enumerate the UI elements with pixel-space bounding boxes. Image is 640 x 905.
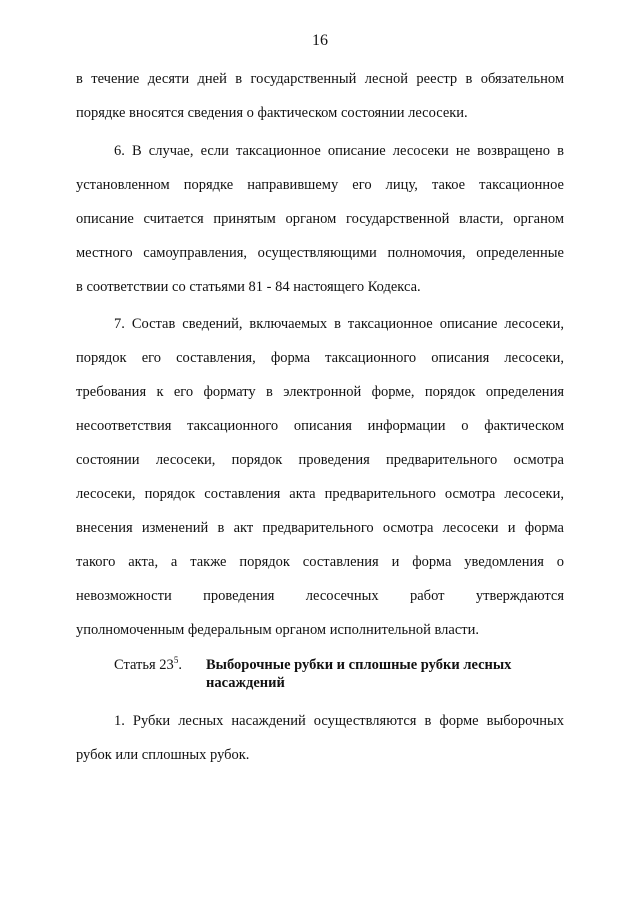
article-title-line: Выборочные рубки и сплошные рубки лесных — [206, 657, 512, 673]
text-line: состоянии лесосеки, порядок проведения предварительного осмотра — [76, 452, 564, 468]
article-title — [206, 656, 546, 692]
text-line: 6. В случае, если таксационное описание лесосеки не возвращено в — [114, 143, 564, 159]
article-number — [114, 656, 182, 674]
text-line: местного самоуправления, осуществляющими полномочия, определенные — [76, 245, 564, 261]
text-line: внесения изменений в акт предварительного осмотра лесосеки и форма — [76, 520, 564, 536]
paragraph-7 — [76, 307, 564, 647]
article-number-superscript: 5 — [173, 655, 179, 666]
text-line: порядке вносятся сведения о фактическом состоянии лесосеки. — [76, 105, 468, 121]
text-line: уполномоченным федеральным органом исполнительной власти. — [76, 622, 479, 638]
text-line: 1. Рубки лесных насаждений осуществляются в форме выборочных — [114, 713, 564, 729]
text-line: рубок или сплошных рубок. — [76, 747, 250, 763]
paragraph-1 — [76, 704, 564, 772]
article-number-suffix: . — [178, 657, 182, 673]
paragraph-continuation — [76, 62, 564, 130]
text-line: такого акта, а также порядок составления и форма уведомления о — [76, 554, 564, 570]
text-line: требования к его формату в электронной форме, порядок определения — [76, 384, 564, 400]
text-line: несоответствия таксационного описания информации о фактическом — [76, 418, 564, 434]
text-line: в соответствии со статьями 81 - 84 настоящего Кодекса. — [76, 279, 421, 295]
text-line: невозможности проведения лесосечных работ утверждаются — [76, 588, 564, 604]
text-line: установленном порядке направившему его лицу, такое таксационное — [76, 177, 564, 193]
article-number-text: Статья 23 — [114, 657, 174, 673]
article-title-line: насаждений — [206, 675, 285, 691]
page-number: 16 — [312, 32, 328, 49]
text-line: в течение десяти дней в государственный лесной реестр в обязательном — [76, 71, 564, 87]
text-line: лесосеки, порядок составления акта предварительного осмотра лесосеки, — [76, 486, 564, 502]
paragraph-6 — [76, 134, 564, 304]
text-line: 7. Состав сведений, включаемых в таксационное описание лесосеки, — [114, 316, 564, 332]
text-line: описание считается принятым органом государственной власти, органом — [76, 211, 564, 227]
text-line: порядок его составления, форма таксационного описания лесосеки, — [76, 350, 564, 366]
